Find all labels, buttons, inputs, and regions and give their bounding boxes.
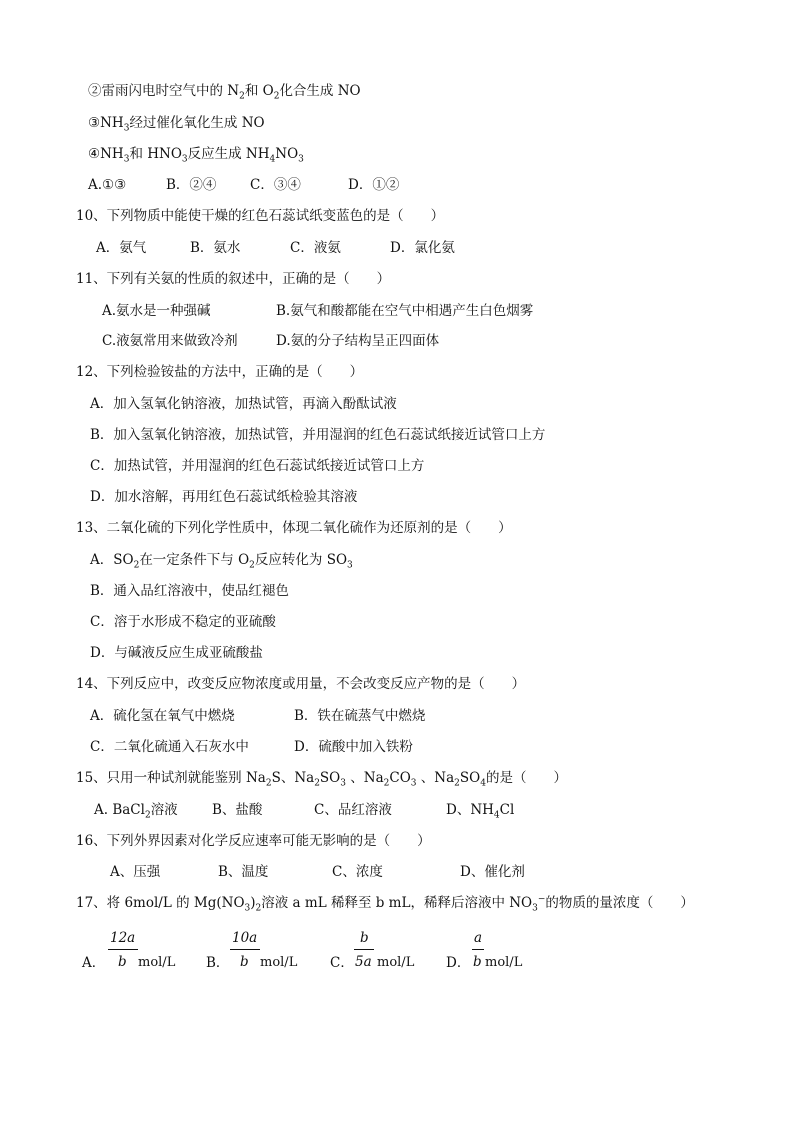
q17-option-d (446, 930, 546, 974)
q17-option-a-letter: A． (82, 955, 106, 971)
q9-item-2: ②雷雨闪电时空气中的 $N_2$和 $O_2$化合生成 NO (88, 83, 361, 102)
q17-option-a-fraction-bar (108, 949, 138, 950)
q10-option-d: D．氯化氨 (390, 240, 455, 256)
q16-option-d: D、催化剂 (460, 864, 525, 880)
q14-option-c: C．二氧化硫通入石灰水中 (90, 739, 249, 755)
q14-option-b: B．铁在硫蒸气中燃烧 (294, 708, 426, 724)
q15-option-b: B、盐酸 (212, 802, 263, 818)
q17-stem: 17、将 6mol/L 的 $Mg(NO_3)_2$溶液 a mL 稀释至 b mL，稀释后溶液中 $NO_3^-$的物质的量浓度（ ） (76, 894, 694, 914)
q17-option-d-fraction-bar (472, 949, 484, 950)
q16-option-b: B、温度 (218, 864, 269, 880)
q13-option-a: A．$SO_2$在一定条件下与 $O_2$反应转化为 $SO_3$ (90, 552, 353, 571)
q12-option-a: A．加入氢氧化钠溶液，加热试管，再滴入酚酞试液 (90, 396, 397, 412)
q17-option-b (206, 930, 336, 974)
q14-option-d: D．硫酸中加入铁粉 (294, 739, 413, 755)
q9-item-3: $③NH_3$经过催化氧化生成 NO (88, 115, 265, 134)
q17-option-d-unit: mol/L (485, 955, 523, 970)
q17-option-b-fraction-bar (230, 949, 260, 950)
q15-option-c: C、品红溶液 (314, 802, 392, 818)
q17-option-c (330, 930, 450, 974)
q17-option-c-unit: mol/L (377, 955, 415, 970)
q14-option-a: A．硫化氢在氧气中燃烧 (90, 708, 235, 724)
q17-option-d-letter: D． (446, 955, 471, 971)
q10-option-a: A．氨气 (96, 240, 147, 256)
q17-option-b-denominator: b (240, 954, 249, 970)
q11-option-d: D.氨的分子结构呈正四面体 (276, 333, 440, 349)
q17-option-b-numerator: 10a (232, 930, 258, 946)
q15-option-a: A. BaCl$_2$溶液 (94, 802, 178, 821)
q12-option-b: B．加入氢氧化钠溶液，加热试管，并用湿润的红色石蕊试纸接近试管口上方 (90, 427, 546, 443)
q9-item-4: $④NH_3$和 $HNO_3$反应生成 $NH_4NO_3$ (88, 146, 304, 165)
q17-option-c-numerator: b (360, 930, 369, 946)
q9-option-a: A.①③ (88, 177, 127, 193)
q11-stem: 11、下列有关氨的性质的叙述中，正确的是（ ） (76, 271, 391, 287)
q12-stem: 12、下列检验铵盐的方法中，正确的是（ ） (76, 364, 364, 380)
q17-option-a-unit: mol/L (138, 955, 176, 970)
q17-option-c-letter: C． (330, 955, 354, 971)
q15-option-d: D、$NH_4Cl$ (446, 802, 515, 821)
q17-option-b-unit: mol/L (260, 955, 298, 970)
q9-option-d: D．①② (348, 177, 400, 193)
q17-option-c-denominator: 5a (355, 954, 372, 970)
q9-option-b: B．②④ (166, 177, 217, 193)
q13-option-b: B．通入品红溶液中，使品红褪色 (90, 583, 289, 599)
q13-stem: 13、二氧化硫的下列化学性质中，体现二氧化硫作为还原剂的是（ ） (76, 520, 512, 536)
q16-stem: 16、下列外界因素对化学反应速率可能无影响的是（ ） (76, 833, 431, 849)
q11-option-a: A.氨水是一种强碱 (102, 303, 211, 319)
q16-option-c: C、浓度 (332, 864, 383, 880)
q11-option-b: B.氨气和酸都能在空气中相遇产生白色烟雾 (276, 303, 534, 319)
q17-option-a (82, 930, 212, 974)
q14-stem: 14、下列反应中，改变反应物浓度或用量，不会改变反应产物的是（ ） (76, 676, 526, 692)
q17-option-d-numerator: a (474, 930, 483, 946)
q17-option-c-fraction-bar (354, 949, 374, 950)
q11-option-c: C.液氨常用来做致冷剂 (102, 333, 238, 349)
q12-option-c: C．加热试管，并用湿润的红色石蕊试纸接近试管口上方 (90, 458, 425, 474)
q10-option-c: C．液氨 (290, 240, 341, 256)
q15-stem: 15、只用一种试剂就能鉴别 $Na_2S$、$Na_2SO_3$ 、$Na_2CO_3$ 、$Na_2SO_4$的是（ ） (76, 770, 567, 789)
q10-option-b: B．氨水 (190, 240, 241, 256)
q10-stem: 10、下列物质中能使干燥的红色石蕊试纸变蓝色的是（ ） (76, 208, 445, 224)
q13-option-c: C．溶于水形成不稳定的亚硫酸 (90, 614, 276, 630)
q17-option-b-letter: B． (206, 955, 230, 971)
q9-option-c: C．③④ (250, 177, 301, 193)
q16-option-a: A、压强 (110, 864, 161, 880)
q12-option-d: D．加水溶解，再用红色石蕊试纸检验其溶液 (90, 489, 358, 505)
q13-option-d: D．与碱液反应生成亚硫酸盐 (90, 645, 263, 661)
q17-option-a-numerator: 12a (110, 930, 136, 946)
q17-option-d-denominator: b (473, 954, 482, 970)
q17-option-a-denominator: b (118, 954, 127, 970)
